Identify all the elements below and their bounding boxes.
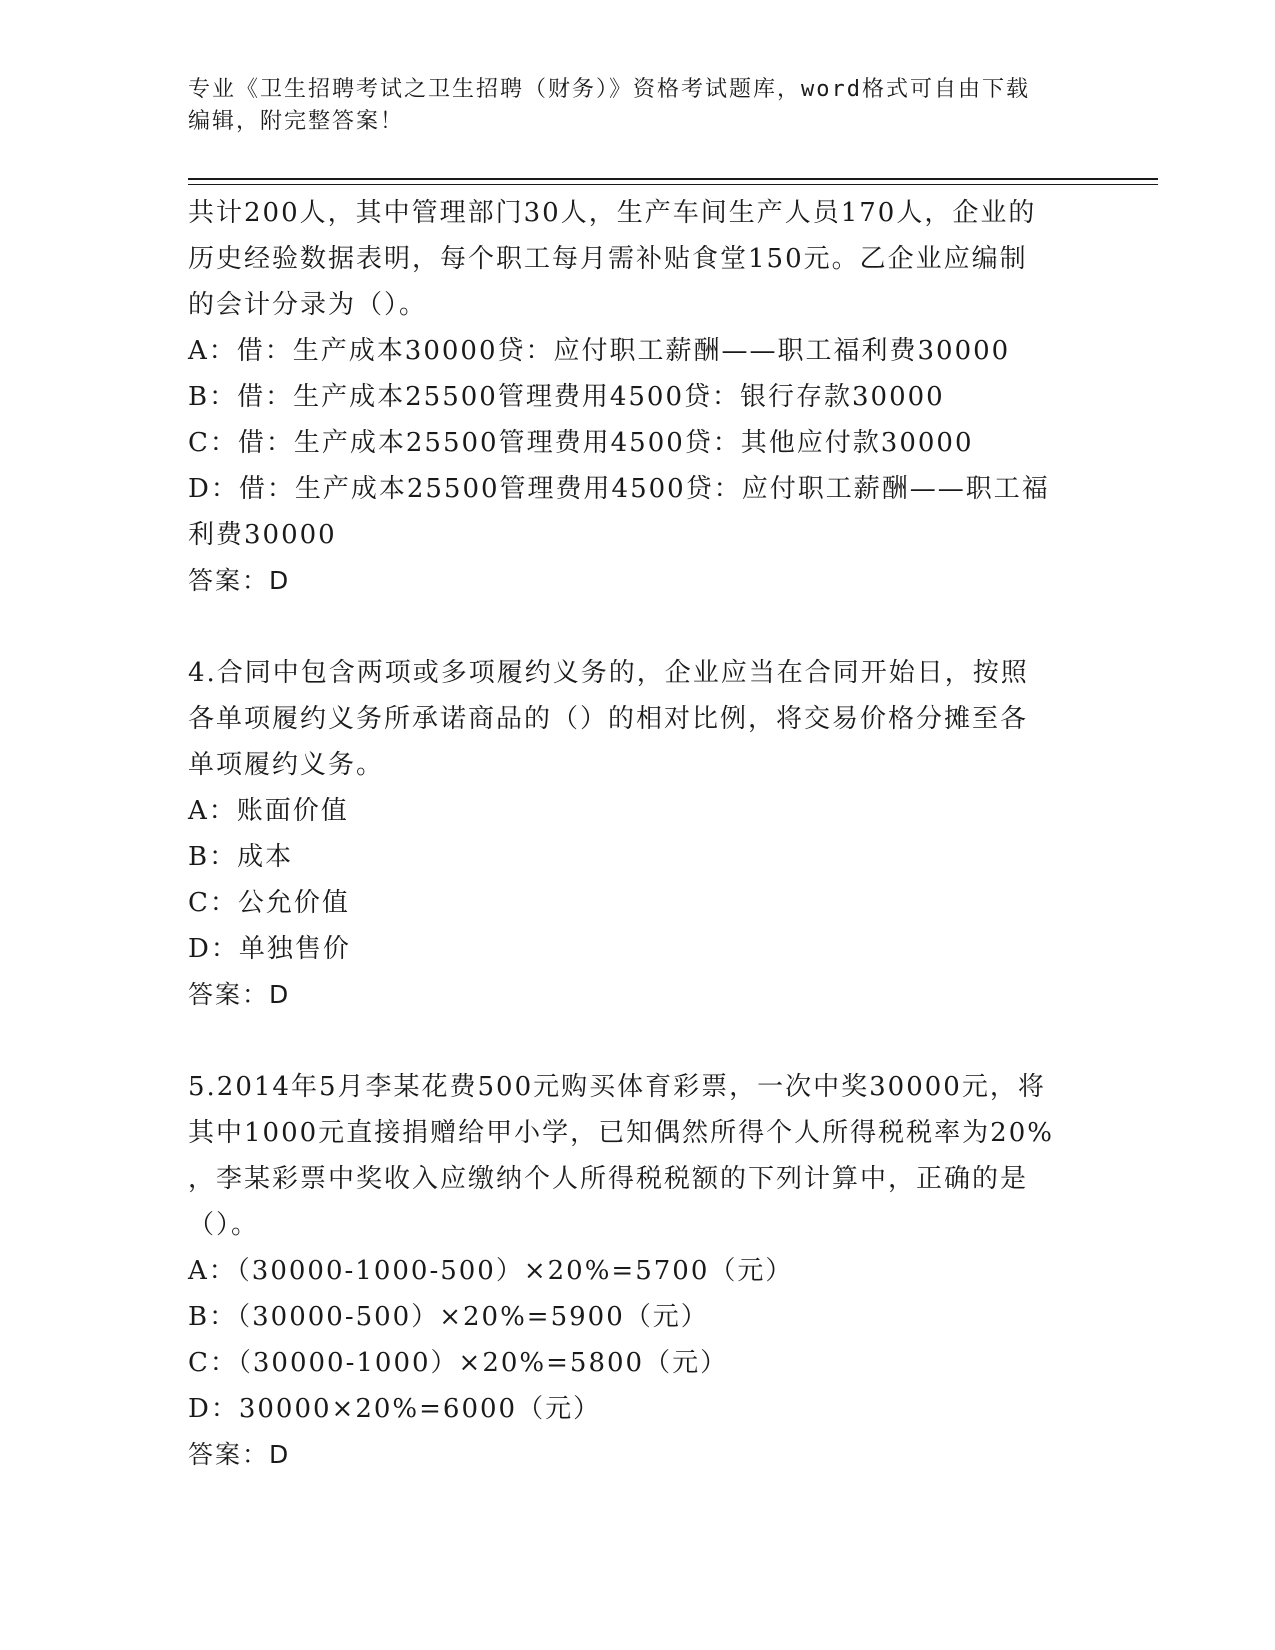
option-d-continued: 利费30000 — [188, 520, 337, 550]
option-b: B：借：生产成本25500管理费用4500贷：银行存款30000 — [188, 382, 945, 412]
question-3 — [188, 190, 1068, 604]
question-stem-line: 共计200人，其中管理部门30人，生产车间生产人员170人，企业的 — [188, 198, 1037, 228]
question-stem-line: 4.合同中包含两项或多项履约义务的，企业应当在合同开始日，按照 — [188, 658, 1029, 688]
answer: 答案：D — [188, 980, 291, 1009]
question-stem-line: （）。 — [188, 1210, 260, 1240]
header-line-1: 专业《卫生招聘考试之卫生招聘（财务）》资格考试题库，word格式可自由下载 — [188, 77, 1030, 102]
page-header — [188, 74, 1088, 138]
question-4 — [188, 650, 1068, 1018]
option-b: B：（30000-500）×20%=5900（元） — [188, 1302, 709, 1332]
option-b: B：成本 — [188, 842, 294, 872]
question-stem-line: 的会计分录为（）。 — [188, 290, 428, 320]
question-stem-line: 5.2014年5月李某花费500元购买体育彩票，一次中奖30000元，将 — [188, 1072, 1046, 1102]
question-stem-line: 历史经验数据表明，每个职工每月需补贴食堂150元。乙企业应编制 — [188, 244, 1028, 274]
answer: 答案：D — [188, 566, 291, 595]
option-c: C：公允价值 — [188, 888, 350, 918]
question-stem-line: 各单项履约义务所承诺商品的（）的相对比例，将交易价格分摊至各 — [188, 704, 1029, 734]
option-a: A：账面价值 — [188, 796, 349, 826]
header-line-2: 编辑，附完整答案！ — [188, 109, 405, 134]
option-d: D：单独售价 — [188, 934, 351, 964]
option-d: D：30000×20%=6000（元） — [188, 1394, 602, 1424]
question-5 — [188, 1064, 1068, 1478]
header-rule-thick — [188, 178, 1158, 180]
option-c: C：（30000-1000）×20%=5800（元） — [188, 1348, 729, 1378]
question-stem-line: ，李某彩票中奖收入应缴纳个人所得税税额的下列计算中，正确的是 — [188, 1164, 1029, 1194]
answer: 答案：D — [188, 1440, 291, 1469]
document-body — [188, 190, 1068, 1478]
option-a: A：（30000-1000-500）×20%=5700（元） — [188, 1256, 794, 1286]
header-rule-thin — [188, 184, 1158, 185]
question-stem-line: 其中1000元直接捐赠给甲小学，已知偶然所得个人所得税税率为20% — [188, 1118, 1054, 1148]
question-stem-line: 单项履约义务。 — [188, 750, 385, 780]
option-c: C：借：生产成本25500管理费用4500贷：其他应付款30000 — [188, 428, 974, 458]
option-a: A：借：生产成本30000贷：应付职工薪酬——职工福利费30000 — [188, 336, 1011, 366]
option-d: D：借：生产成本25500管理费用4500贷：应付职工薪酬——职工福 — [188, 474, 1050, 504]
